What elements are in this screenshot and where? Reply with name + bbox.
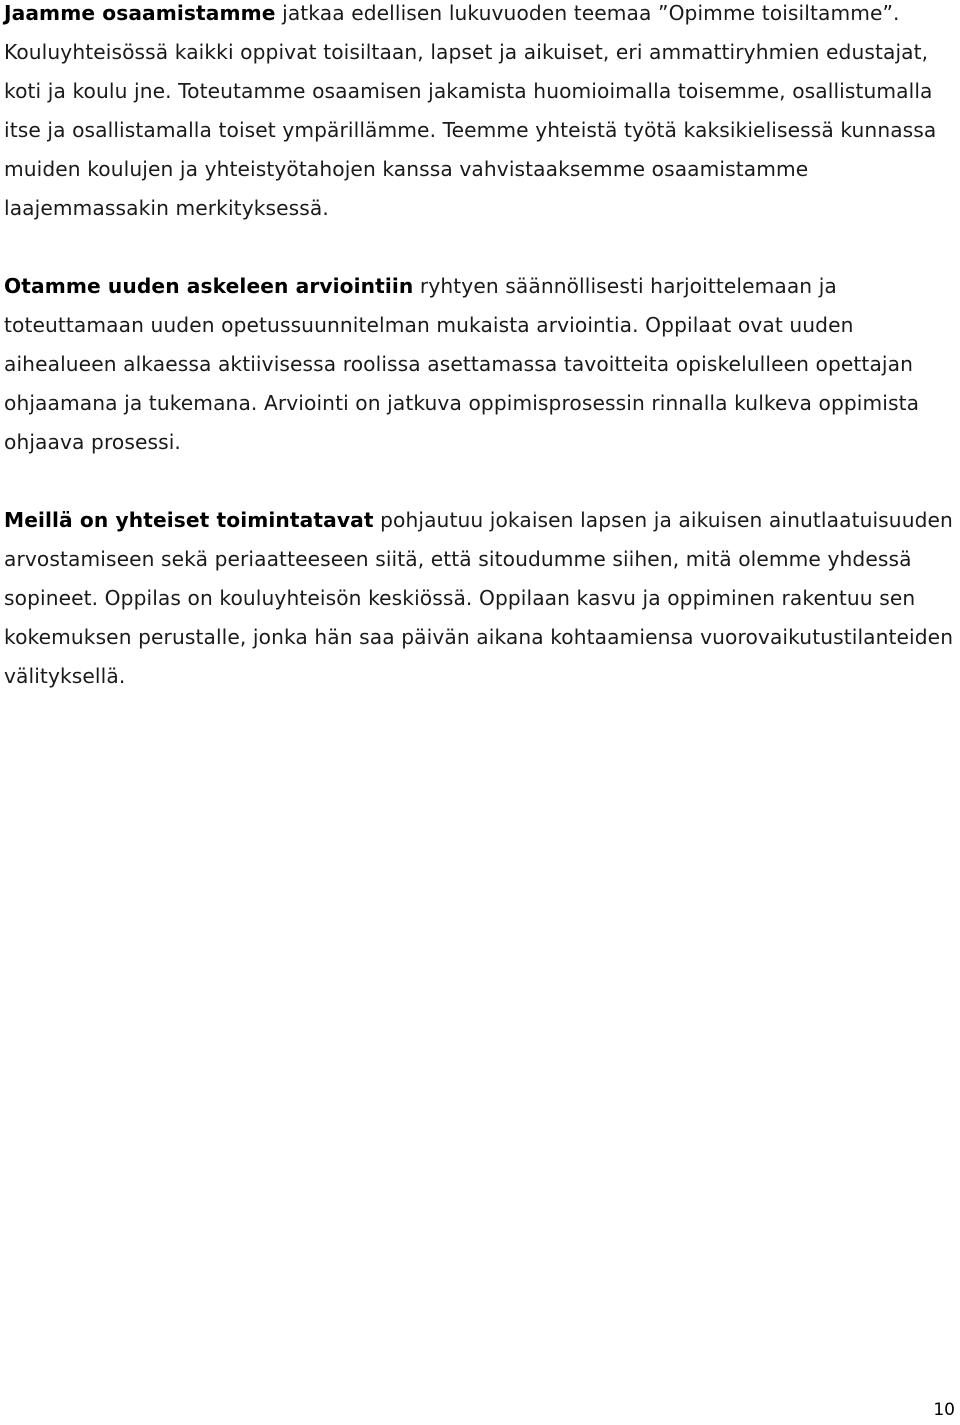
paragraph-text: jatkaa edellisen lukuvuoden teemaa ”Opimme toisiltamme”. Kouluyhteisössä kaikki oppivat toisiltaan, lapset ja aikuiset, eri ammattiryhmien edustajat, koti ja koulu jne. Toteutamme osaamisen jakamista huomioimalla toisemme, osallistumalla itse ja osallistamalla toiset ympärillämme. Teemme yhteistä työtä kaksikielisessä kunnassa muiden koulujen ja yhteistyötahojen kanssa vahvistaaksemme osaamistamme laajemmassakin merkityksessä. (4, 1, 937, 220)
paragraph-arviointi (4, 267, 954, 462)
paragraph-lead: Jaamme osaamistamme (4, 1, 276, 25)
paragraph-lead: Meillä on yhteiset toimintatavat (4, 508, 374, 532)
document-page (4, 0, 954, 696)
page-number: 10 (933, 1400, 955, 1420)
paragraph-text: ryhtyen säännöllisesti harjoittelemaan ja toteuttamaan uuden opetussuunnitelman mukaista arviointia. Oppilaat ovat uuden aihealueen alkaessa aktiivisessa roolissa asettamassa tavoitteita opiskelulleen opettajan ohjaamana ja tukemana. Arviointi on jatkuva oppimisprosessin rinnalla kulkeva oppimista ohjaava prosessi. (4, 274, 920, 454)
paragraph-osaaminen (4, 0, 954, 228)
paragraph-toimintatavat (4, 501, 954, 696)
paragraph-lead: Otamme uuden askeleen arviointiin (4, 274, 414, 298)
paragraph-text: pohjautuu jokaisen lapsen ja aikuisen ainutlaatuisuuden arvostamiseen sekä periaatteeseen siitä, että sitoudumme siihen, mitä olemme yhdessä sopineet. Oppilas on kouluyhteisön keskiössä. Oppilaan kasvu ja oppiminen rakentuu sen kokemuksen perustalle, jonka hän saa päivän aikana kohtaamiensa vuorovaikutustilanteiden välityksellä. (4, 508, 954, 688)
